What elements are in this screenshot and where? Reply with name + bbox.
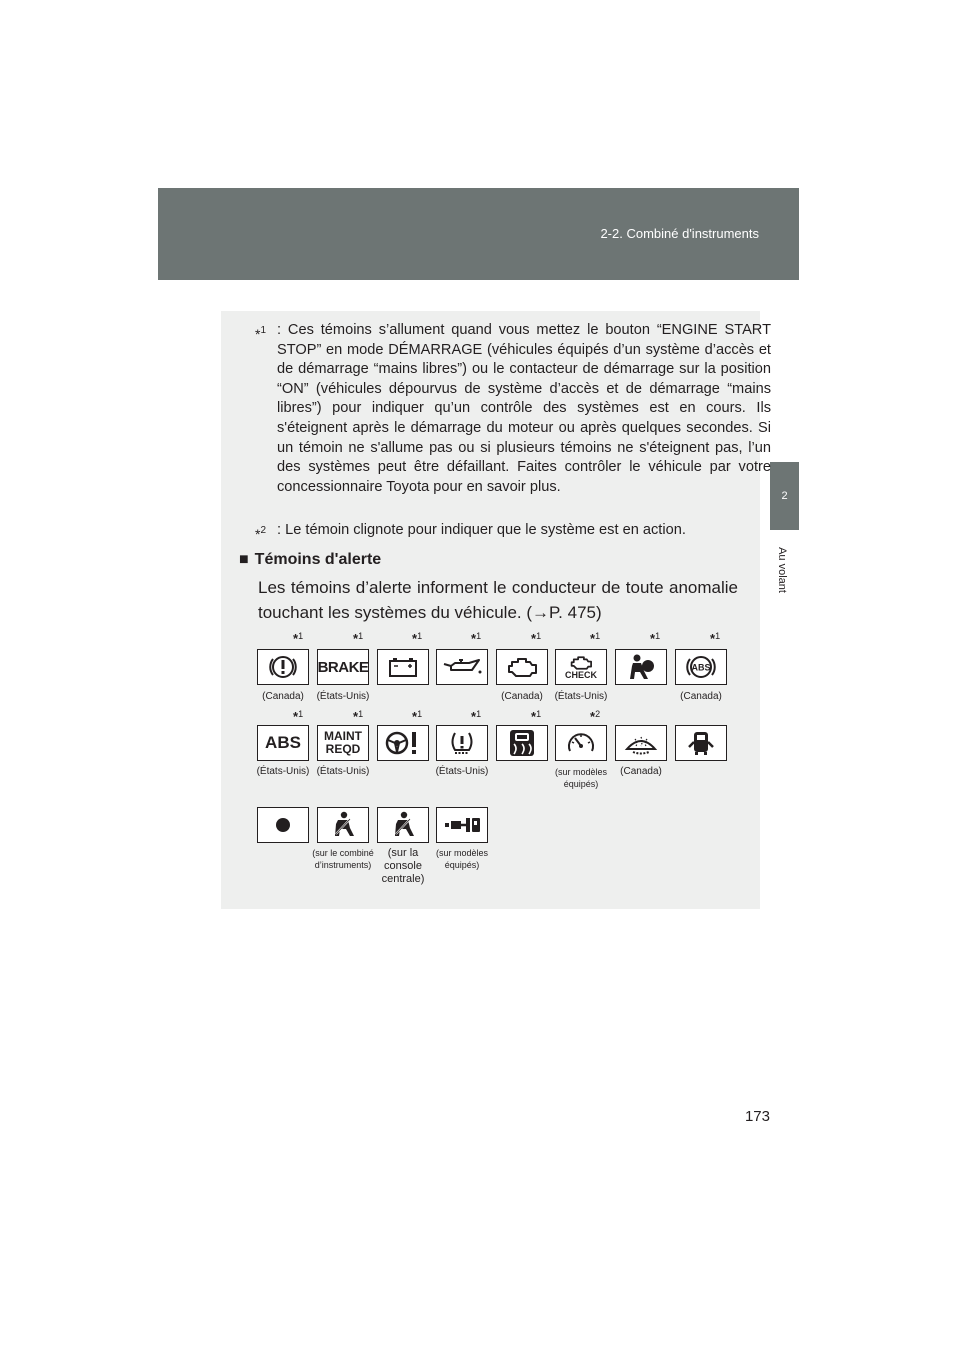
- seatbelt-combined-icon: [317, 807, 369, 843]
- icon-caption: (sur la console centrale): [381, 847, 425, 885]
- asterisk-marker: *$^1$: [293, 709, 304, 724]
- brake-warning-icon: [257, 649, 309, 685]
- footnote-1: [255, 321, 771, 497]
- icon-caption: (États-Unis): [435, 766, 489, 777]
- header-band: [158, 188, 799, 280]
- abs-circle-icon: [675, 649, 727, 685]
- section-body: Les témoins d’alerte informent le conducteur de toute anomalie touchant les systèmes du véhicule. (→P. 475): [258, 578, 738, 622]
- asterisk-marker: *$^1$: [471, 709, 482, 724]
- engine-icon: [496, 649, 548, 685]
- asterisk-marker: *$^1$: [531, 631, 542, 646]
- section-title-text: Témoins d'alerte: [254, 551, 382, 568]
- footnote-1-text: : Ces témoins s’allument quand vous mettez le bouton “ENGINE START STOP” en mode DÉMARRAGE (véhicules équipés d’un système d’accès et de démarrage “mains libres”) ou le contacteur de démarrage sur la position “ON” (véhicules dépourvus de système d’accès et de démarrage “mains libres”) pour indiquer qu’un contrôle des systèmes est en cours. Ils s'éteignent après le démarrage du moteur ou après quelques secondes. Si un témoin ne s'allume pas ou si plusieurs témoins ne s'éteignent pas, l’un des systèmes peut être défaillant. Faites contrôler le véhicule par votre concessionnaire Toyota pour en savoir plus.: [277, 322, 771, 495]
- asterisk-marker: *$^1$: [590, 631, 601, 646]
- footnote-1-mark: *$^1$: [255, 325, 267, 342]
- svg-text:ABS: ABS: [691, 662, 711, 673]
- icon-caption: (États-Unis): [316, 766, 370, 777]
- tire-pressure-icon: [436, 725, 488, 761]
- asterisk-marker: *$^1$: [353, 709, 364, 724]
- content-box: [221, 311, 771, 909]
- footnote-2-text: : Le témoin clignote pour indiquer que le système est en action.: [277, 522, 686, 538]
- asterisk-marker: *$^2$: [590, 709, 601, 724]
- icon-caption: (sur modèles équipés): [554, 767, 608, 789]
- icon-caption: (États-Unis): [316, 691, 370, 702]
- asterisk-marker: *$^1$: [710, 631, 721, 646]
- maint-reqd-icon: MAINT REQD: [317, 725, 369, 761]
- abs-text-icon: ABS: [257, 725, 309, 761]
- brake-text-icon: BRAKE: [317, 649, 369, 685]
- icon-caption: (Canada): [620, 766, 662, 777]
- icon-caption: (Canada): [262, 691, 304, 702]
- icon-caption: (sur le combiné d’instruments): [312, 848, 374, 870]
- chapter-label: [767, 540, 797, 600]
- asterisk-marker: *$^1$: [412, 709, 423, 724]
- section-title: [239, 551, 381, 569]
- chapter-label-text: Au volant: [776, 547, 788, 593]
- asterisk-marker: *$^1$: [353, 631, 364, 646]
- power-steering-icon: [377, 725, 429, 761]
- slip-indicator-icon: [496, 725, 548, 761]
- footnote-2-mark: *$^2$: [255, 525, 267, 542]
- chapter-tab: [770, 462, 799, 530]
- icon-caption: (États-Unis): [256, 766, 310, 777]
- chapter-number: 2: [781, 490, 788, 502]
- oil-pressure-icon: [436, 649, 488, 685]
- icon-caption: (sur modèles équipés): [435, 848, 489, 870]
- section-header-title: 2-2. Combiné d'instruments: [600, 226, 759, 241]
- icon-caption: (Canada): [680, 691, 722, 702]
- seatbelt-console-icon: [377, 807, 429, 843]
- page-number: 173: [744, 1108, 770, 1125]
- footnote-2: [255, 521, 771, 541]
- asterisk-marker: *$^1$: [471, 631, 482, 646]
- fuel-door-icon: [436, 807, 488, 843]
- cruise-control-icon: [555, 725, 607, 761]
- asterisk-marker: *$^1$: [650, 631, 661, 646]
- washer-fluid-icon: [615, 725, 667, 761]
- check-engine-icon: CHECK: [555, 649, 607, 685]
- asterisk-marker: *$^1$: [293, 631, 304, 646]
- master-warning-icon: [257, 807, 309, 843]
- airbag-icon: [615, 649, 667, 685]
- section-bullet: ■: [239, 551, 249, 568]
- icon-caption: (Canada): [501, 691, 543, 702]
- icon-caption: (États-Unis): [554, 691, 608, 702]
- asterisk-marker: *$^1$: [412, 631, 423, 646]
- battery-charge-icon: [377, 649, 429, 685]
- asterisk-marker: *$^1$: [531, 709, 542, 724]
- door-open-icon: [675, 725, 727, 761]
